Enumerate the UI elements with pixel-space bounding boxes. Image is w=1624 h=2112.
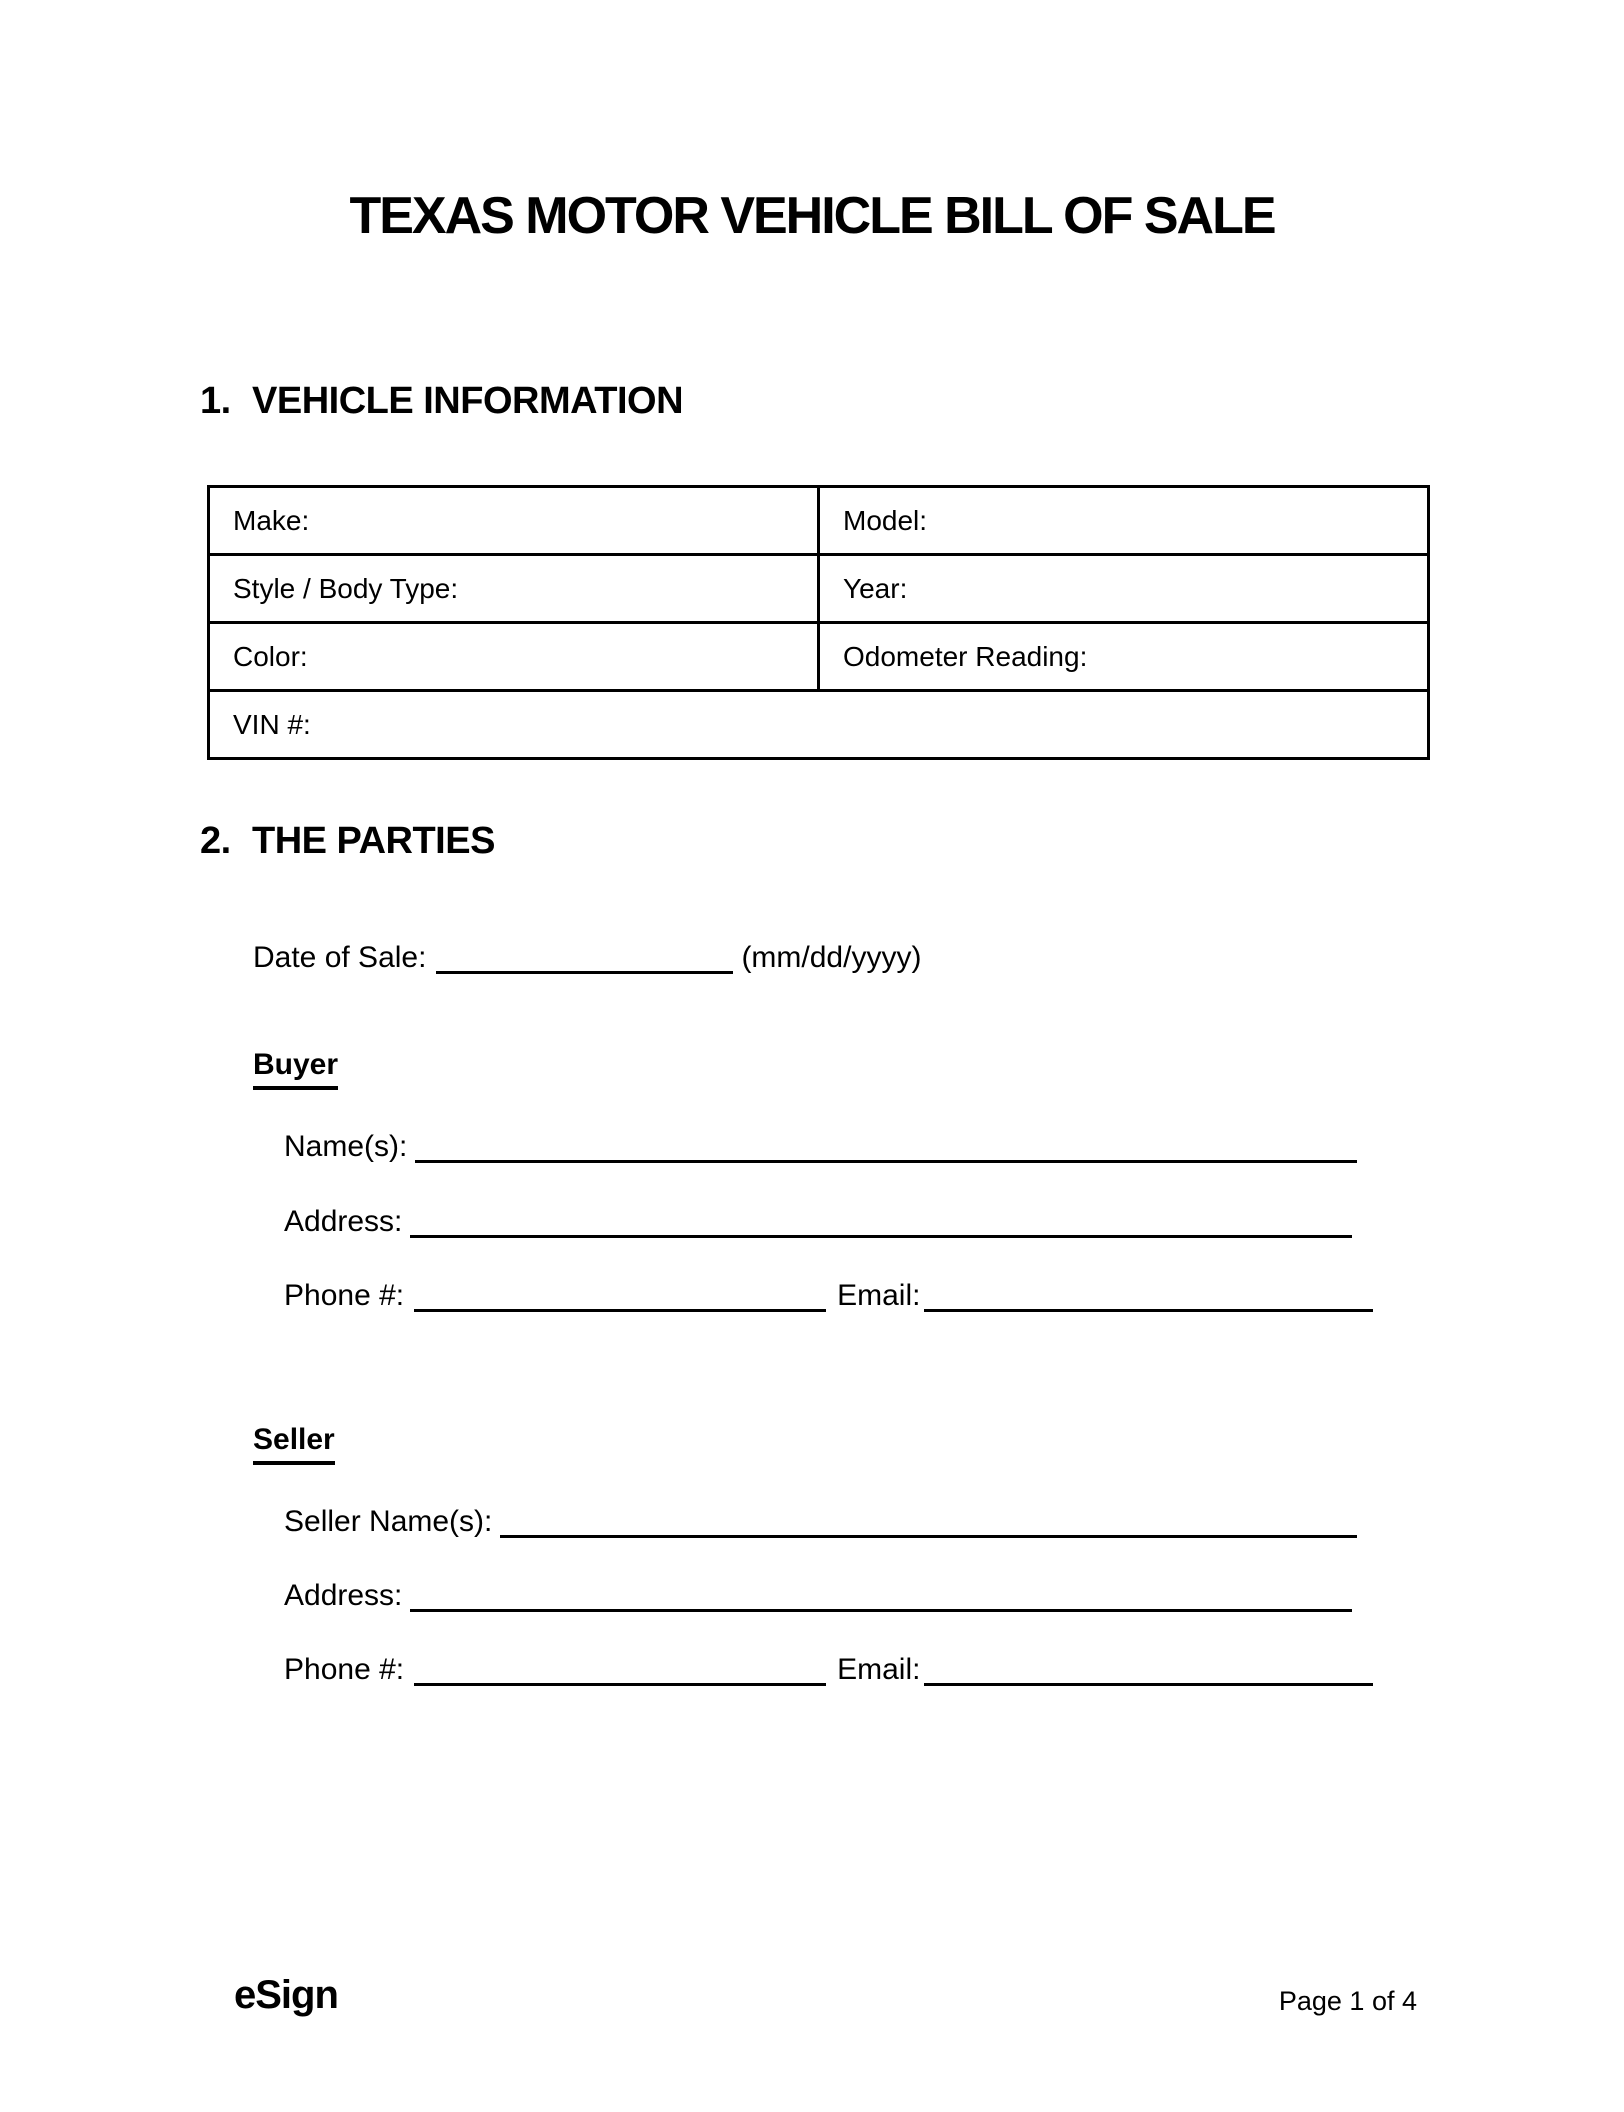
table-row: [209, 691, 1429, 759]
date-of-sale-row: [253, 934, 921, 974]
vehicle-style-cell[interactable]: [209, 555, 819, 623]
buyer-heading: Buyer: [253, 1050, 338, 1090]
section-1-number: 1.: [200, 380, 231, 422]
seller-email-input[interactable]: [924, 1683, 1373, 1686]
vehicle-style-label: Style / Body Type:: [233, 572, 459, 604]
buyer-address-row: [284, 1198, 1352, 1238]
table-row: [209, 555, 1429, 623]
seller-name-label: Seller Name(s):: [284, 1505, 493, 1538]
buyer-email-input[interactable]: [924, 1309, 1373, 1312]
seller-name-row: [284, 1498, 1357, 1538]
buyer-phone-label: Phone #:: [284, 1279, 405, 1312]
vehicle-odometer-label: Odometer Reading:: [843, 640, 1088, 672]
vehicle-make-label: Make:: [233, 504, 310, 536]
buyer-address-input[interactable]: [410, 1235, 1352, 1238]
vehicle-year-label: Year:: [843, 572, 908, 604]
seller-phone-input[interactable]: [414, 1683, 826, 1686]
section-1-label: VEHICLE INFORMATION: [252, 380, 684, 422]
seller-address-label: Address:: [284, 1579, 403, 1612]
date-format-hint: (mm/dd/yyyy): [741, 941, 922, 974]
date-of-sale-label: Date of Sale:: [253, 941, 427, 974]
seller-email-label: Email:: [837, 1653, 921, 1686]
vehicle-vin-label: VIN #:: [233, 708, 311, 740]
buyer-name-label: Name(s):: [284, 1130, 408, 1163]
seller-address-row: [284, 1572, 1352, 1612]
seller-phone-label: Phone #:: [284, 1653, 405, 1686]
esign-logo: eSign: [234, 1973, 338, 2017]
vehicle-model-cell[interactable]: [819, 487, 1429, 555]
buyer-phone-input[interactable]: [414, 1309, 826, 1312]
vehicle-model-label: Model:: [843, 504, 928, 536]
seller-name-input[interactable]: [500, 1535, 1357, 1538]
table-row: [209, 487, 1429, 555]
date-of-sale-input[interactable]: [436, 971, 733, 974]
buyer-email-label: Email:: [837, 1279, 921, 1312]
buyer-phone-email-row: [284, 1272, 1373, 1312]
seller-phone-email-row: [284, 1646, 1373, 1686]
vehicle-vin-cell[interactable]: [209, 691, 1429, 759]
page-indicator: Page 1 of 4: [1278, 1986, 1417, 2016]
vehicle-odometer-cell[interactable]: [819, 623, 1429, 691]
vehicle-info-table: [207, 485, 1430, 760]
buyer-address-label: Address:: [284, 1205, 403, 1238]
section-1-heading: [200, 382, 683, 420]
buyer-name-row: [284, 1123, 1357, 1163]
section-2-heading: [200, 822, 495, 860]
section-2-number: 2.: [200, 820, 231, 862]
section-2-label: THE PARTIES: [252, 820, 495, 862]
vehicle-color-cell[interactable]: [209, 623, 819, 691]
vehicle-color-label: Color:: [233, 640, 308, 672]
seller-heading: Seller: [253, 1425, 335, 1465]
seller-address-input[interactable]: [410, 1609, 1352, 1612]
vehicle-year-cell[interactable]: [819, 555, 1429, 623]
page-title: TEXAS MOTOR VEHICLE BILL OF SALE: [349, 187, 1275, 245]
table-row: [209, 623, 1429, 691]
buyer-name-input[interactable]: [415, 1160, 1357, 1163]
vehicle-make-cell[interactable]: [209, 487, 819, 555]
